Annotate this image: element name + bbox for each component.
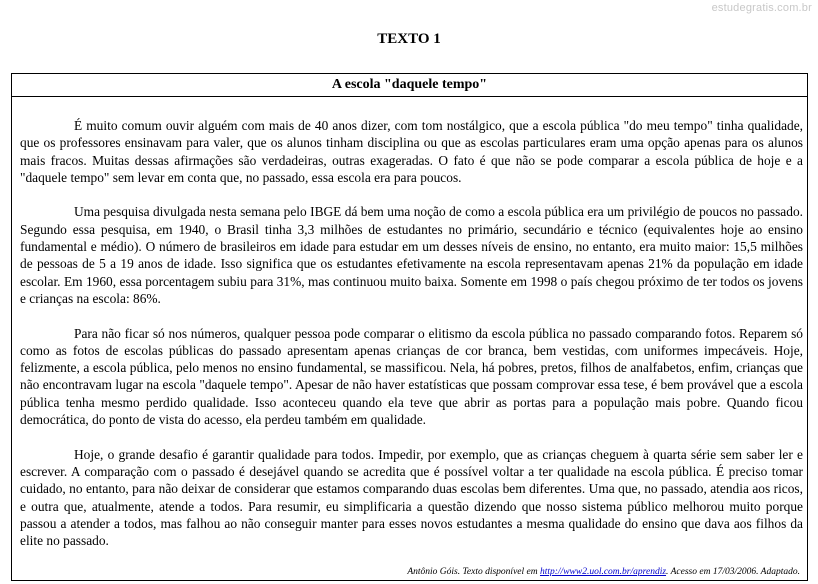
article-frame [11,73,808,581]
document-title: TEXTO 1 [377,31,441,47]
paragraph-4: Hoje, o grande desafio é garantir qualidade para todos. Impedir, por exemplo, que as crianças cheguem à quarta série sem saber ler e escrever. A comparação com o passado é desejável quando se acredita que é possível voltar a ter qualidade na escola pública. É preciso tomar cuidado, no entanto, para não deixar de considerar que estamos comparando duas escolas bem diferentes. Uma que, no passado, atendia aos ricos, e outra que, atualmente, atende a todos. Para resumir, eu simplificaria a questão dizendo que nosso sistema público melhorou muito porque passou a atender a todos, mas falhou ao não conseguir manter para esses novos estudantes a mesma qualidade do ensino que dava aos filhos da elite no passado. [20,446,803,549]
source-prefix: Antônio Góis. Texto disponível em [407,567,540,577]
paragraph-1: É muito comum ouvir alguém com mais de 40 anos dizer, com tom nostálgico, que a escola pública "do meu tempo" tinha qualidade, que os professores ensinavam para valer, que os alunos tinham disciplina ou que as escolas particulares eram uma opção apenas para os alunos mais fracos. Muitas dessas afirmações são verdadeiras, outras exageradas. O fato é que não se pode comparar a escola pública de hoje e a "daquele tempo" sem levar em conta que, no passado, essa escola era para poucos. [20,118,803,185]
source-citation [407,567,800,577]
paragraph-2: Uma pesquisa divulgada nesta semana pelo IBGE dá bem uma noção de como a escola pública era um privilégio de poucos no passado. Segundo essa pesquisa, em 1940, o Brasil tinha 3,3 milhões de estudantes no primário, secundário e técnico (equivalentes hoje ao ensino fundamental e médio). O número de brasileiros em idade para estudar em um desses níveis de ensino, no entanto, era muito maior: 15,5 milhões de pessoas de 5 a 19 anos de idade. Isso significa que os estudantes efetivamente na escola representavam apenas 21% da população em idade escolar. Em 1960, essa porcentagem subiu para 31%, mas continuou muito baixa. Somente em 1998 o país chegou próximo de ter todos os jovens e crianças na escola: 86%. [20,204,803,306]
title-divider [12,96,807,97]
source-link[interactable]: http://www2.uol.com.br/aprendiz [539,567,667,577]
article-body [20,117,803,567]
article-title: A escola "daquele tempo" [331,77,488,92]
site-watermark: estudegratis.com.br [711,2,812,14]
paragraph-3: Para não ficar só nos números, qualquer pessoa pode comparar o elitismo da escola pública no passado comparando fotos. Reparem só como as fotos de escolas públicas do passado apresentam apenas crianças de cor branca, bem vestidas, com uniformes impecáveis. Hoje, felizmente, a escola pública, pelo menos no ensino fundamental, se massificou. Nela, há pobres, pretos, filhos de analfabetos, enfim, crianças que não encontravam lugar na escola "daquele tempo". Apesar de não haver estatísticas que possam comprovar essa tese, é bem provável que a escola pública tenha mesmo perdido qualidade. Isso aconteceu quando ela teve que abrir as portas para a população mais pobre. Quando ficou democrática, do ponto de vista do acesso, ela perdeu também em qualidade. [20,325,803,428]
source-suffix: . Acesso em 17/03/2006. Adaptado. [666,567,800,577]
